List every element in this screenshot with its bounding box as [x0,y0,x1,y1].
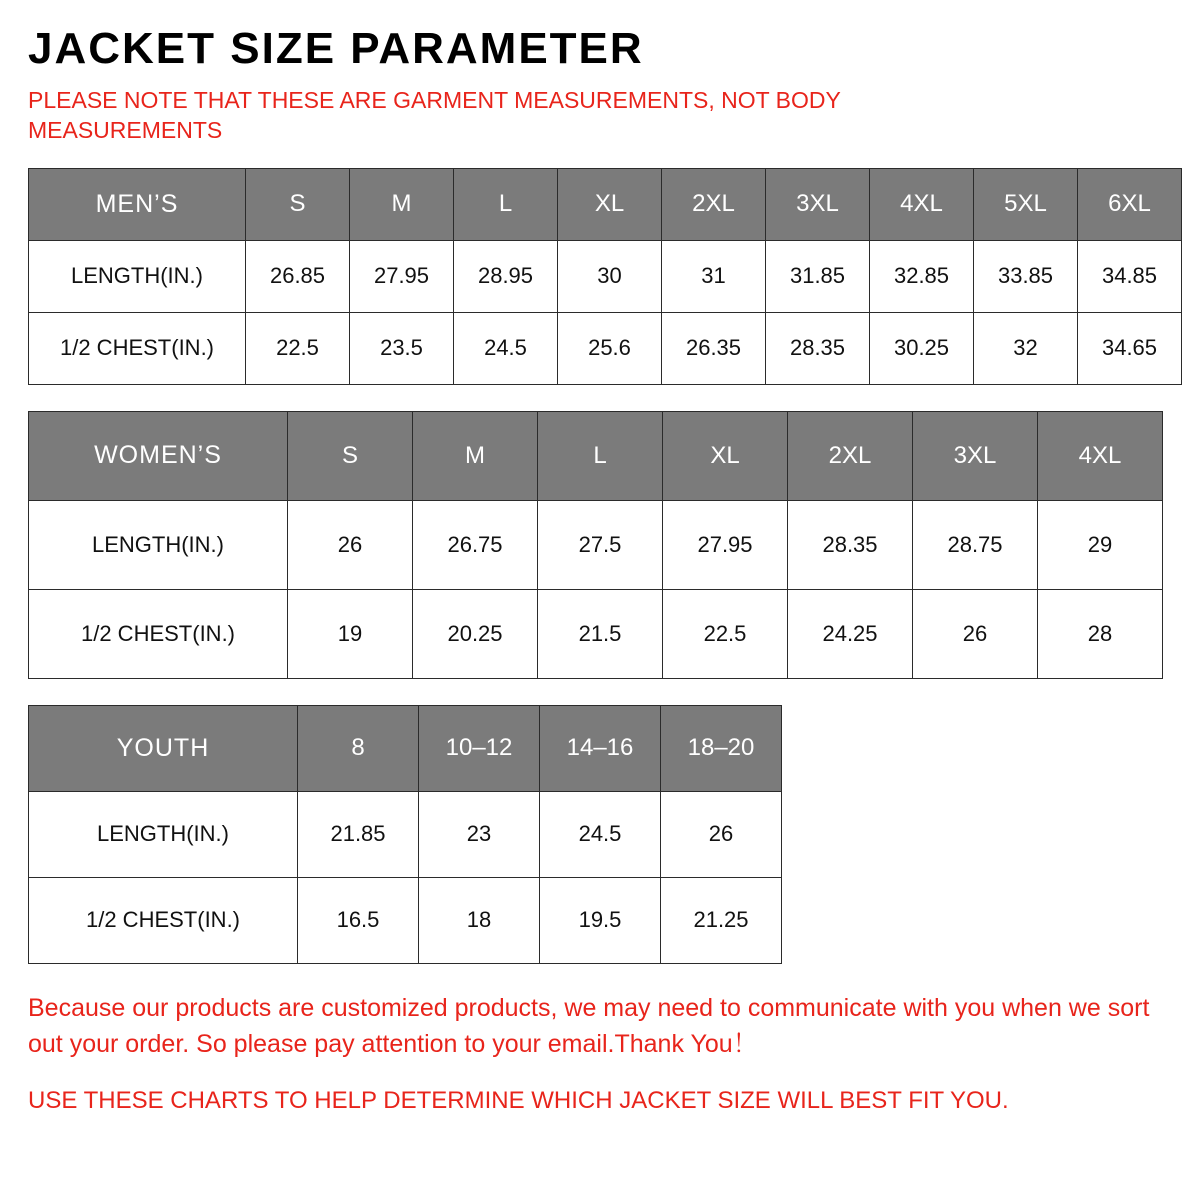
table-row [29,877,782,963]
table-cell: 26 [288,500,413,589]
table-cell: 28.95 [454,240,558,312]
table-cell: 24.5 [540,791,661,877]
table-header-row [29,705,782,791]
table-cell: 26 [913,589,1038,678]
row-label: LENGTH(IN.) [29,791,298,877]
table-cell: 33.85 [974,240,1078,312]
table-cell: 21.25 [661,877,782,963]
table-cell: 30 [558,240,662,312]
mens-size-header: 3XL [766,168,870,240]
table-row [29,240,1182,312]
table-cell: 26.85 [246,240,350,312]
table-cell: 28.35 [788,500,913,589]
row-label: 1/2 CHEST(IN.) [29,312,246,384]
table-cell: 24.5 [454,312,558,384]
youth-size-table [28,705,782,964]
table-cell: 25.6 [558,312,662,384]
table-cell: 23.5 [350,312,454,384]
womens-size-table [28,411,1163,679]
table-cell: 34.65 [1078,312,1182,384]
youth-corner-label: YOUTH [29,705,298,791]
table-cell: 34.85 [1078,240,1182,312]
table-cell: 21.5 [538,589,663,678]
youth-size-header: 8 [298,705,419,791]
youth-size-header: 10–12 [419,705,540,791]
table-cell: 19 [288,589,413,678]
table-cell: 22.5 [246,312,350,384]
row-label: LENGTH(IN.) [29,240,246,312]
table-cell: 19.5 [540,877,661,963]
table-cell: 31.85 [766,240,870,312]
table-cell: 26 [661,791,782,877]
table-cell: 16.5 [298,877,419,963]
table-header-row [29,168,1182,240]
mens-size-header: XL [558,168,662,240]
table-row [29,312,1182,384]
mens-size-header: 6XL [1078,168,1182,240]
table-cell: 24.25 [788,589,913,678]
womens-size-header: L [538,411,663,500]
row-label: 1/2 CHEST(IN.) [29,877,298,963]
womens-corner-label: WOMEN’S [29,411,288,500]
table-cell: 20.25 [413,589,538,678]
mens-size-header: L [454,168,558,240]
table-cell: 31 [662,240,766,312]
womens-size-header: M [413,411,538,500]
row-label: LENGTH(IN.) [29,500,288,589]
garment-measurement-note: PLEASE NOTE THAT THESE ARE GARMENT MEASUREMENTS, NOT BODY MEASUREMENTS [28,87,841,144]
womens-size-header: 2XL [788,411,913,500]
mens-size-table [28,168,1182,385]
table-row [29,589,1163,678]
footer-note-charts: USE THESE CHARTS TO HELP DETERMINE WHICH JACKET SIZE WILL BEST FIT YOU. [28,1087,1009,1115]
table-cell: 32.85 [870,240,974,312]
table-cell: 28.75 [913,500,1038,589]
page-title: JACKET SIZE PARAMETER [28,24,644,73]
table-header-row [29,411,1163,500]
youth-size-header: 18–20 [661,705,782,791]
table-cell: 28.35 [766,312,870,384]
table-cell: 21.85 [298,791,419,877]
table-cell: 27.5 [538,500,663,589]
mens-size-header: 5XL [974,168,1078,240]
table-row [29,500,1163,589]
womens-size-header: XL [663,411,788,500]
table-cell: 18 [419,877,540,963]
table-cell: 23 [419,791,540,877]
youth-size-header: 14–16 [540,705,661,791]
table-cell: 22.5 [663,589,788,678]
table-row [29,791,782,877]
mens-size-header: 4XL [870,168,974,240]
womens-size-header: S [288,411,413,500]
mens-size-header: S [246,168,350,240]
table-cell: 32 [974,312,1078,384]
table-cell: 30.25 [870,312,974,384]
table-cell: 28 [1038,589,1163,678]
mens-size-header: 2XL [662,168,766,240]
mens-size-header: M [350,168,454,240]
row-label: 1/2 CHEST(IN.) [29,589,288,678]
mens-corner-label: MEN’S [29,168,246,240]
womens-size-header: 3XL [913,411,1038,500]
footer-note-customized: Because our products are customized products, we may need to communicate with you when we sort out your order. So please pay attention to your email.Thank You！ [28,993,1150,1059]
womens-size-header: 4XL [1038,411,1163,500]
table-cell: 27.95 [350,240,454,312]
table-cell: 27.95 [663,500,788,589]
table-cell: 26.35 [662,312,766,384]
table-cell: 29 [1038,500,1163,589]
table-cell: 26.75 [413,500,538,589]
